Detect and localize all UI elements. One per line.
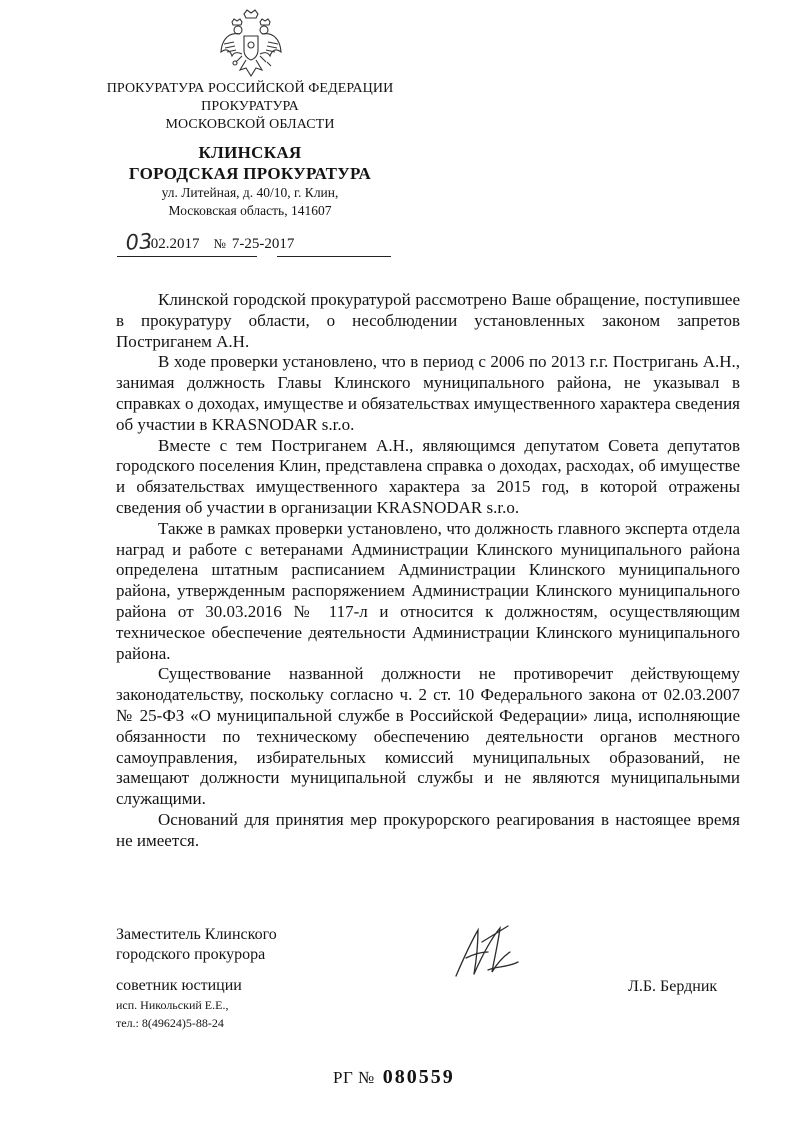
executor-name: исп. Никольский Е.Е., xyxy=(116,998,229,1012)
letter-number: 7-25-2017 xyxy=(231,236,295,252)
body-paragraph: Существование названной должности не противоречит действующему законодательству, поскольку согласно ч. 2 ст. 10 Федерального закона от 02.03.2007 № 25-ФЗ «О муниципальной службе в Российской Федерации» лица, исполняющие обязанности по техническому обеспечению деятельности органов местного самоуправления, избирательных комиссий муниципальных образований, не замещают должности муниципальной службы и не являются муниципальными служащими. xyxy=(116,664,740,809)
letter-body xyxy=(116,290,740,852)
authority-line: ПРОКУРАТУРА xyxy=(201,99,299,114)
signer-name: Л.Б. Бердник xyxy=(628,978,718,995)
organization-name: ГОРОДСКАЯ ПРОКУРАТУРА xyxy=(128,164,372,183)
address-line: ул. Литейная, д. 40/10, г. Клин, xyxy=(161,185,339,200)
serial-value: 080559 xyxy=(382,1066,455,1088)
signer-title: городского прокурора xyxy=(116,946,266,963)
body-paragraph: Вместе с тем Постриганем А.Н., являющимся депутатом Совета депутатов городского поселения Клин, представлена справка о доходах, расходах, об имуществе и обязательствах имущественного характера за 2015 год, в которой отражены сведения об участии в организации KRASNODAR s.r.o. xyxy=(116,435,740,517)
body-paragraph: Оснований для принятия мер прокурорского реагирования в настоящее время не имеется. xyxy=(116,809,740,850)
date-number-line xyxy=(85,229,405,260)
form-serial-number xyxy=(333,1066,455,1089)
body-paragraph: Клинской городской прокуратурой рассмотрено Ваше обращение, поступившее в прокуратуру области, о несоблюдении установленных законом запретов Постриганем А.Н. xyxy=(116,290,740,351)
number-label: № xyxy=(213,236,226,251)
letterhead xyxy=(100,80,400,220)
body-paragraph: В ходе проверки установлено, что в период с 2006 по 2013 г.г. Постригань А.Н., занимая должность Главы Клинского муниципального района, не указывал в справках о доходах, имуществе и обязательствах имущественного характера сведения об участии в KRASNODAR s.r.o. xyxy=(116,352,740,434)
authority-line: МОСКОВСКОЙ ОБЛАСТИ xyxy=(165,117,335,132)
serial-prefix: РГ № xyxy=(333,1068,375,1087)
handwritten-day: 03 xyxy=(124,229,154,255)
organization-name: КЛИНСКАЯ xyxy=(198,143,302,162)
handwritten-signature-icon xyxy=(448,922,538,986)
double-headed-eagle-icon xyxy=(218,8,284,80)
letter-date: .02.2017 xyxy=(147,236,200,252)
executor-phone: тел.: 8(49624)5-88-24 xyxy=(116,1016,224,1030)
signer-rank: советник юстиции xyxy=(116,977,242,994)
authority-line: ПРОКУРАТУРА РОССИЙСКОЙ ФЕДЕРАЦИИ xyxy=(106,81,394,96)
signer-title: Заместитель Клинского xyxy=(116,926,277,943)
address-line: Московская область, 141607 xyxy=(168,203,332,218)
body-paragraph: Также в рамках проверки установлено, что должность главного эксперта отдела наград и работе с ветеранами Администрации Клинского муниципального района определена штатным расписанием Администрации Клинского муниципального района, утвержденным распоряжением Администрации Клинского муниципального района от 30.03.2016 № 117-л и относится к должностям, осуществляющим техническое обеспечение деятельности Администрации Клинского муниципального района. xyxy=(116,518,740,663)
